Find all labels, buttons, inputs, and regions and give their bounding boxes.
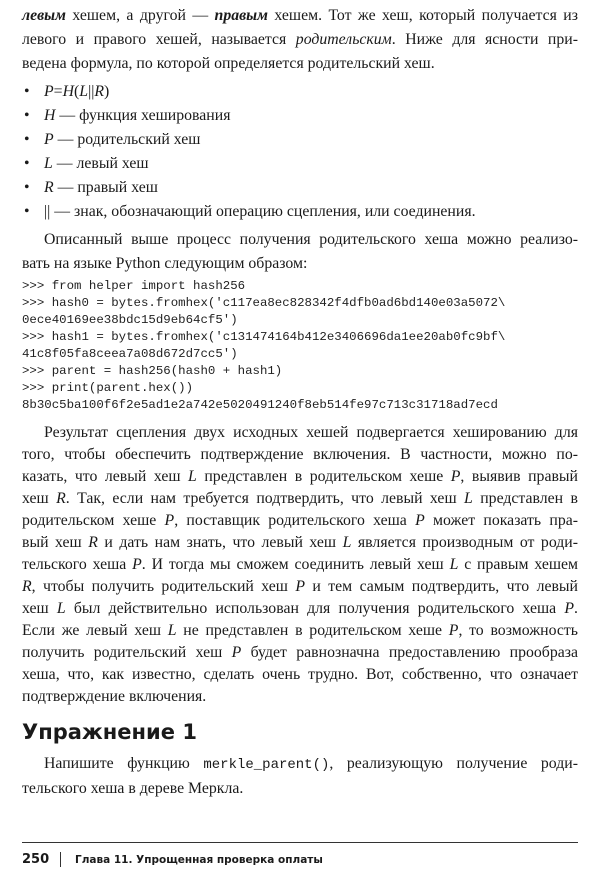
text-run: тельского хеша xyxy=(22,556,133,573)
text-line xyxy=(22,52,578,76)
text-line xyxy=(22,532,578,554)
emphasis: P xyxy=(564,600,575,617)
text-run: = xyxy=(53,83,63,100)
text-run: || xyxy=(88,83,95,100)
text-run: Результат сцепления двух исходных хешей подвергается хешированию для xyxy=(44,424,578,441)
text-run: Напишите функцию xyxy=(44,755,204,772)
inline-code: merkle_parent() xyxy=(203,757,330,773)
text-run: и дать нам знать, что левый хеш xyxy=(97,534,343,551)
emphasis: L xyxy=(464,490,473,507)
text-run: — правый хеш xyxy=(53,179,158,196)
text-line xyxy=(22,28,578,52)
emphasis: P xyxy=(415,512,425,529)
text-run: является производным от роди- xyxy=(351,534,579,551)
text-line xyxy=(22,4,578,28)
emphasis: родительским xyxy=(295,31,392,48)
text-run: хешем, а другой — xyxy=(65,7,215,24)
bullet-item xyxy=(22,80,578,104)
emphasis: P xyxy=(295,578,305,595)
code-line: 41c8f05fa8ceea7a08d672d7cc5') xyxy=(22,347,238,361)
emphasis: левым xyxy=(22,7,66,24)
emphasis: H xyxy=(62,83,74,100)
text-run: хеш xyxy=(22,600,57,617)
emphasis: R xyxy=(94,83,105,100)
code-line: 8b30c5ba100f6f2e5ad1e2a742e5020491240f8eb514fe97c713c31718ad7ecd xyxy=(22,398,498,412)
emphasis: P xyxy=(44,83,54,100)
emphasis: R xyxy=(44,179,54,196)
bullet-icon: • xyxy=(24,179,30,196)
bullet-icon: • xyxy=(24,83,30,100)
text-run: , реализующую получение роди- xyxy=(329,755,578,772)
text-run: левого и правого хешей, называется xyxy=(22,31,296,48)
emphasis: R xyxy=(56,490,66,507)
text-run: и тем самым подтвердить, что левый xyxy=(305,578,578,595)
text-run: подтверждение включения. xyxy=(22,688,207,705)
text-run: казать, что левый хеш xyxy=(22,468,189,485)
text-run: хешем. Тот же хеш, который получается из xyxy=(267,7,578,24)
text-line xyxy=(22,664,578,686)
emphasis: P xyxy=(132,556,142,573)
bullet-item xyxy=(22,176,578,200)
formula-bullet-list xyxy=(22,80,578,224)
text-line xyxy=(22,576,578,598)
text-run: с правым хешем xyxy=(458,556,579,573)
text-line xyxy=(22,620,578,642)
emphasis: P xyxy=(231,644,242,661)
text-line xyxy=(22,228,578,252)
text-run: — родительский хеш xyxy=(53,131,201,148)
text-run: получить родительский хеш xyxy=(22,644,232,661)
text-run: вый хеш xyxy=(22,534,89,551)
emphasis: L xyxy=(56,600,66,617)
emphasis: L xyxy=(449,556,459,573)
text-line xyxy=(22,444,578,466)
bullet-icon: • xyxy=(24,131,30,148)
bullet-item xyxy=(22,152,578,176)
text-run: , чтобы получить родительский хеш xyxy=(31,578,296,595)
text-run: ведена формула, по которой определяется родительский хеш. xyxy=(22,55,435,72)
text-run: ( xyxy=(74,83,80,100)
emphasis: L xyxy=(342,534,352,551)
paragraph-intro xyxy=(22,4,578,76)
bullet-item xyxy=(22,128,578,152)
bullet-icon: • xyxy=(24,203,30,220)
text-line xyxy=(22,598,578,620)
text-line xyxy=(22,422,578,444)
text-line xyxy=(22,488,578,510)
bullet-item xyxy=(22,200,578,224)
emphasis: L xyxy=(44,155,53,172)
exercise-heading: Упражнение 1 xyxy=(22,720,197,744)
text-run: Описанный выше процесс получения родительского хеша можно реализо- xyxy=(44,231,578,248)
text-run: || xyxy=(44,203,51,220)
code-line: >>> parent = hash256(hash0 + hash1) xyxy=(22,364,283,378)
emphasis: P xyxy=(450,468,461,485)
text-run: , поставщик родительского хеша xyxy=(174,512,416,529)
chapter-title: Глава 11. Упрощенная проверка оплаты xyxy=(75,853,323,866)
text-run: . xyxy=(574,600,578,617)
code-line: >>> hash0 = bytes.fromhex('c117ea8ec828342f4dfb0ad6bd140e03a5072\ xyxy=(22,296,506,310)
text-run: был действительно использован для получения родительского хеша xyxy=(65,600,565,617)
text-run: Если же левый хеш xyxy=(22,622,168,639)
text-run: — функция хеширования xyxy=(55,107,231,124)
text-run: будет равнозначна предоставлению прообраза xyxy=(241,644,578,661)
emphasis: P xyxy=(448,622,459,639)
exercise-text xyxy=(22,752,578,801)
emphasis: R xyxy=(88,534,98,551)
text-line xyxy=(22,752,578,777)
emphasis: L xyxy=(167,622,177,639)
text-run: может показать пра- xyxy=(424,512,579,529)
text-run: . И тогда мы сможем соединить левый хеш xyxy=(141,556,450,573)
page-number: 250 xyxy=(22,852,50,867)
text-line xyxy=(22,642,578,664)
text-run: представлен в xyxy=(472,490,578,507)
text-run: ) xyxy=(104,83,110,100)
text-line xyxy=(22,466,578,488)
text-run: , выявив правый xyxy=(460,468,578,485)
text-run: хеш xyxy=(22,490,57,507)
text-run: . Ниже для ясности при- xyxy=(391,31,578,48)
code-line: >>> from helper import hash256 xyxy=(22,279,246,293)
text-run: , то возможность xyxy=(458,622,578,639)
emphasis: P xyxy=(164,512,175,529)
text-run: того, чтобы обеспечить подтверждение включения. В частности, можно по- xyxy=(22,446,578,463)
text-run: — знак, обозначающий операцию сцепления, или соединения. xyxy=(50,203,476,220)
code-line: >>> hash1 = bytes.fromhex('c131474164b412e3406696da1ee20ab0fc9bf\ xyxy=(22,330,506,344)
bullet-item xyxy=(22,104,578,128)
code-block xyxy=(22,278,578,414)
emphasis: правым xyxy=(214,7,268,24)
text-line xyxy=(22,686,578,708)
text-line xyxy=(22,510,578,532)
bullet-icon: • xyxy=(24,107,30,124)
emphasis: H xyxy=(44,107,56,124)
bullet-icon: • xyxy=(24,155,30,172)
text-run: родительском хеше xyxy=(22,512,165,529)
text-run: представлен в родительском хеше xyxy=(196,468,451,485)
page-body xyxy=(22,4,578,801)
paragraph-python-intro xyxy=(22,228,578,276)
text-line xyxy=(22,252,578,276)
paragraph-inclusion-proof xyxy=(22,422,578,708)
emphasis: R xyxy=(22,578,32,595)
code-line: >>> print(parent.hex()) xyxy=(22,381,194,395)
text-line xyxy=(22,777,578,801)
text-line xyxy=(22,554,578,576)
text-run: — левый хеш xyxy=(52,155,149,172)
text-run: . Так, если нам требуется подтвердить, что левый хеш xyxy=(65,490,465,507)
emphasis: P xyxy=(44,131,54,148)
text-run: тельского хеша в дереве Меркла. xyxy=(22,780,244,797)
text-run: вать на языке Python следующим образом: xyxy=(22,255,308,272)
emphasis: L xyxy=(79,83,89,100)
text-run: не представлен в родительском хеше xyxy=(176,622,449,639)
emphasis: L xyxy=(188,468,197,485)
text-run: хеша, что, как известно, сделать очень трудно. Вот, собственно, что означает xyxy=(22,666,578,683)
page-footer xyxy=(22,842,578,867)
footer-divider xyxy=(60,852,61,867)
code-line: 0ece40169ee38bdc15d9eb64cf5') xyxy=(22,313,238,327)
